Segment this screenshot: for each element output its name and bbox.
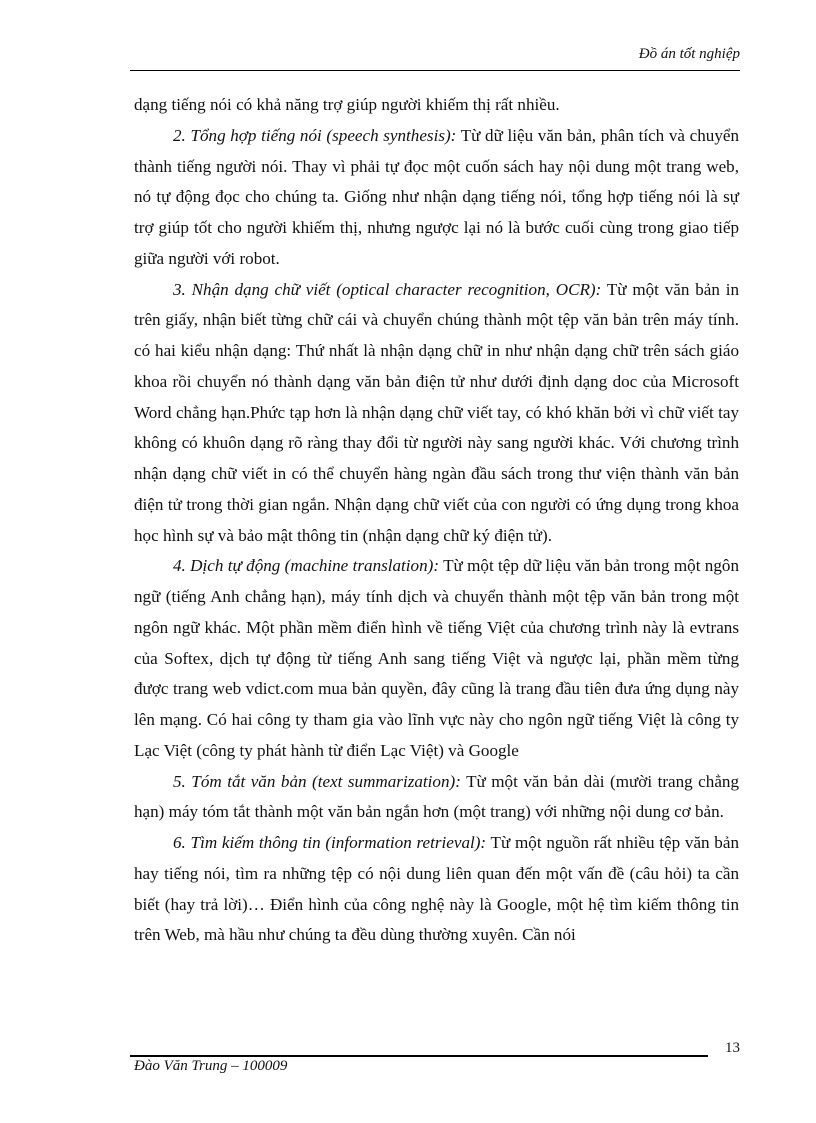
item-text: Từ dữ liệu văn bản, phân tích và chuyển thành tiếng người nói. Thay vì phải tự đọc một cuốn sách hay nội dung một trang web, nó tự động đọc cho chúng ta. Giống như nhận dạng tiếng nói, tổng hợp tiếng nói là sự trợ giúp tốt cho người khiếm thị, nhưng ngược lại nó là bước cuối cùng trong giao tiếp giữa người với robot. [134, 125, 739, 268]
footer-author: Đào Văn Trung – 100009 [134, 1058, 288, 1074]
paragraph-speech-synthesis [134, 121, 739, 275]
header-divider [130, 70, 740, 71]
item-text: Từ một văn bản dài (mười trang chẳng hạn) máy tóm tắt thành một văn bản ngắn hơn (một trang) với những nội dung cơ bản. [134, 771, 739, 822]
document-body [134, 90, 739, 951]
item-text: Từ một nguồn rất nhiều tệp văn bản hay tiếng nói, tìm ra những tệp có nội dung liên quan đến một vấn đề (câu hỏi) ta cần biết (hay trả lời)… Điển hình của công nghệ này là Google, một hệ tìm kiếm thông tin trên Web, mà hầu như chúng ta đều dùng thường xuyên. Cần nói [134, 833, 739, 945]
paragraph-ocr [134, 275, 739, 552]
paragraph-machine-translation [134, 551, 739, 766]
item-text: Từ một văn bản in trên giấy, nhận biết từng chữ cái và chuyển chúng thành một tệp văn bản trên máy tính. có hai kiểu nhận dạng: Thứ nhất là nhận dạng chữ in như nhận dạng chữ trên sách giáo khoa rồi chuyển nó thành dạng văn bản điện tử như dưới định dạng doc của Microsoft Word chẳng hạn.Phức tạp hơn là nhận dạng chữ viết tay, có khó khăn bởi vì chữ viết tay không có khuôn dạng rõ ràng thay đổi từ người này sang người khác. Với chương trình nhận dạng chữ viết in có thể chuyển hàng ngàn đầu sách trong thư viện thành văn bản điện tử trong thời gian ngắn. Nhận dạng chữ viết của con người có ứng dụng trong khoa học hình sự và bảo mật thông tin (nhận dạng chữ ký điện tử). [134, 279, 740, 545]
paragraph-text-summarization [134, 767, 739, 829]
item-heading: 6. Tìm kiếm thông tin (information retrieval): [173, 833, 487, 852]
header-title: Đồ án tốt nghiệp [638, 46, 740, 62]
item-heading: 2. Tổng hợp tiếng nói (speech synthesis): [173, 125, 457, 145]
paragraph-information-retrieval [134, 828, 739, 951]
item-heading: 3. Nhận dạng chữ viết (optical character recognition, OCR): [173, 279, 602, 299]
page-number: 13 [725, 1040, 740, 1056]
footer-divider [130, 1055, 708, 1057]
item-heading: 5. Tóm tắt văn bản (text summarization): [173, 771, 461, 791]
item-text: Từ một tệp dữ liệu văn bản trong một ngôn ngữ (tiếng Anh chẳng hạn), máy tính dịch và chuyển thành một tệp văn bản trong một ngôn ngữ khác. Một phần mềm điển hình về tiếng Việt của chương trình này là evtrans của Softex, dịch tự động từ tiếng Anh sang tiếng Việt và ngược lại, phần mềm từng được trang web vdict.com mua bản quyền, đây cũng là trang đầu tiên đưa ứng dụng này lên mạng. Có hai công ty tham gia vào lĩnh vực này cho ngôn ngữ tiếng Việt là công ty Lạc Việt (công ty phát hành từ điển Lạc Việt) và Google [134, 556, 739, 760]
item-heading: 4. Dịch tự động (machine translation): [173, 556, 440, 576]
paragraph-continuation: dạng tiếng nói có khả năng trợ giúp người khiếm thị rất nhiều. [134, 95, 560, 114]
